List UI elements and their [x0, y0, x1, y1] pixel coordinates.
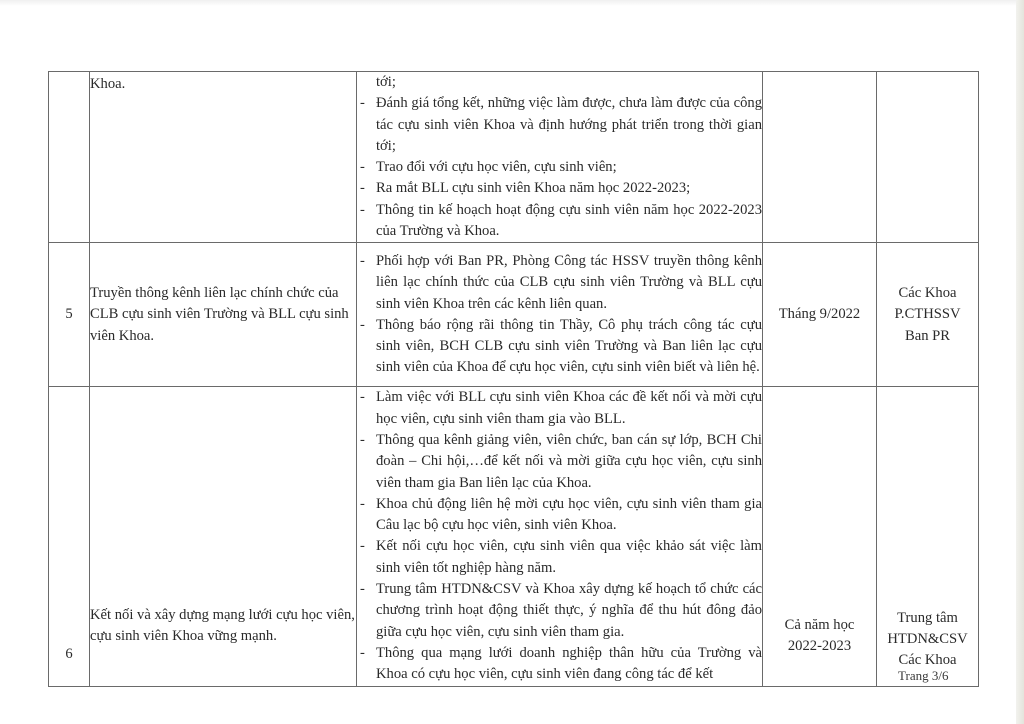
- owner-unit: P.CTHSSV: [894, 306, 961, 323]
- detail-item: - Kết nối cựu học viên, cựu sinh viên qua việc khảo sát việc làm sinh viên tốt nghiệp hàng năm.: [357, 536, 762, 579]
- row-number: [49, 72, 90, 243]
- owner-unit: HTDN&CSV: [887, 630, 968, 647]
- detail-item: - Trung tâm HTDN&CSV và Khoa xây dựng kế hoạch tổ chức các chương trình hoạt động thiết thực, ý nghĩa để thu hút đông đảo giữa cựu học viên, cựu sinh viên tham gia.: [357, 579, 762, 643]
- task-time: Tháng 9/2022: [763, 243, 877, 387]
- time-line: Cả năm học: [784, 616, 855, 633]
- task-owner: [877, 72, 979, 243]
- owner-unit: Các Khoa: [898, 284, 957, 301]
- owner-unit: Trung tâm: [897, 609, 958, 626]
- owner-unit: Các Khoa: [898, 652, 957, 669]
- page-number: Trang 3/6: [898, 668, 949, 683]
- task-owner: [877, 243, 979, 387]
- detail-item: - Trao đổi với cựu học viên, cựu sinh viên;: [357, 157, 762, 178]
- task-time: [763, 72, 877, 243]
- table-row: [49, 387, 979, 686]
- detail-item: - Phối hợp với Ban PR, Phòng Công tác HSSV truyền thông kênh liên lạc chính thức của CLB cựu sinh viên Trường và BLL cựu sinh viên Khoa trên các kênh liên quan.: [357, 251, 762, 315]
- row-number: 5: [49, 243, 90, 387]
- detail-item: - Thông qua kênh giảng viên, viên chức, ban cán sự lớp, BCH Chi đoàn – Chi hội,…để kết nối và mời giữa cựu học viên, cựu sinh viên tham gia Ban liên lạc của Khoa.: [357, 430, 762, 494]
- task-details: [357, 243, 763, 387]
- task-time: [763, 387, 877, 686]
- row-number: 6: [49, 387, 90, 686]
- detail-item: tới;: [376, 74, 396, 90]
- task-content: Truyền thông kênh liên lạc chính chức của CLB cựu sinh viên Trường và BLL cựu sinh viên Khoa.: [90, 243, 357, 387]
- task-owner: [877, 387, 979, 686]
- scan-top-edge: [0, 0, 1024, 6]
- owner-unit: Ban PR: [904, 327, 950, 344]
- plan-table: [48, 71, 979, 687]
- detail-item: - Ra mắt BLL cựu sinh viên Khoa năm học 2022-2023;: [357, 178, 762, 199]
- table-row: [49, 243, 979, 387]
- task-content: Khoa.: [90, 72, 357, 243]
- task-content: Kết nối và xây dựng mạng lưới cựu học viên, cựu sinh viên Khoa vững mạnh.: [90, 387, 357, 686]
- detail-item: - Thông qua mạng lưới doanh nghiệp thân hữu của Trường và Khoa có cựu học viên, cựu sinh viên đang công tác để kết: [357, 643, 762, 686]
- detail-item: - Khoa chủ động liên hệ mời cựu học viên, cựu sinh viên tham gia Câu lạc bộ cựu học viên, sinh viên Khoa.: [357, 494, 762, 537]
- time-line: 2022-2023: [787, 638, 852, 655]
- detail-item: - Làm việc với BLL cựu sinh viên Khoa các đề kết nối và mời cựu học viên, cựu sinh viên tham gia vào BLL.: [357, 387, 762, 430]
- task-details: [357, 72, 763, 243]
- table-row: [49, 72, 979, 243]
- detail-item: - Thông tin kế hoạch hoạt động cựu sinh viên năm học 2022-2023 của Trường và Khoa.: [357, 200, 762, 243]
- detail-item: - Thông báo rộng rãi thông tin Thầy, Cô phụ trách công tác cựu sinh viên, BCH CLB cựu sinh viên Trường và Ban liên lạc cựu sinh viên của Khoa để cựu học viên, cựu sinh viên biết và liên hệ.: [357, 315, 762, 379]
- detail-item: - Đánh giá tổng kết, những việc làm được, chưa làm được của công tác cựu sinh viên Khoa và định hướng phát triển trong thời gian tới;: [357, 93, 762, 157]
- task-details: [357, 387, 763, 686]
- scan-page-edge: [1016, 0, 1024, 724]
